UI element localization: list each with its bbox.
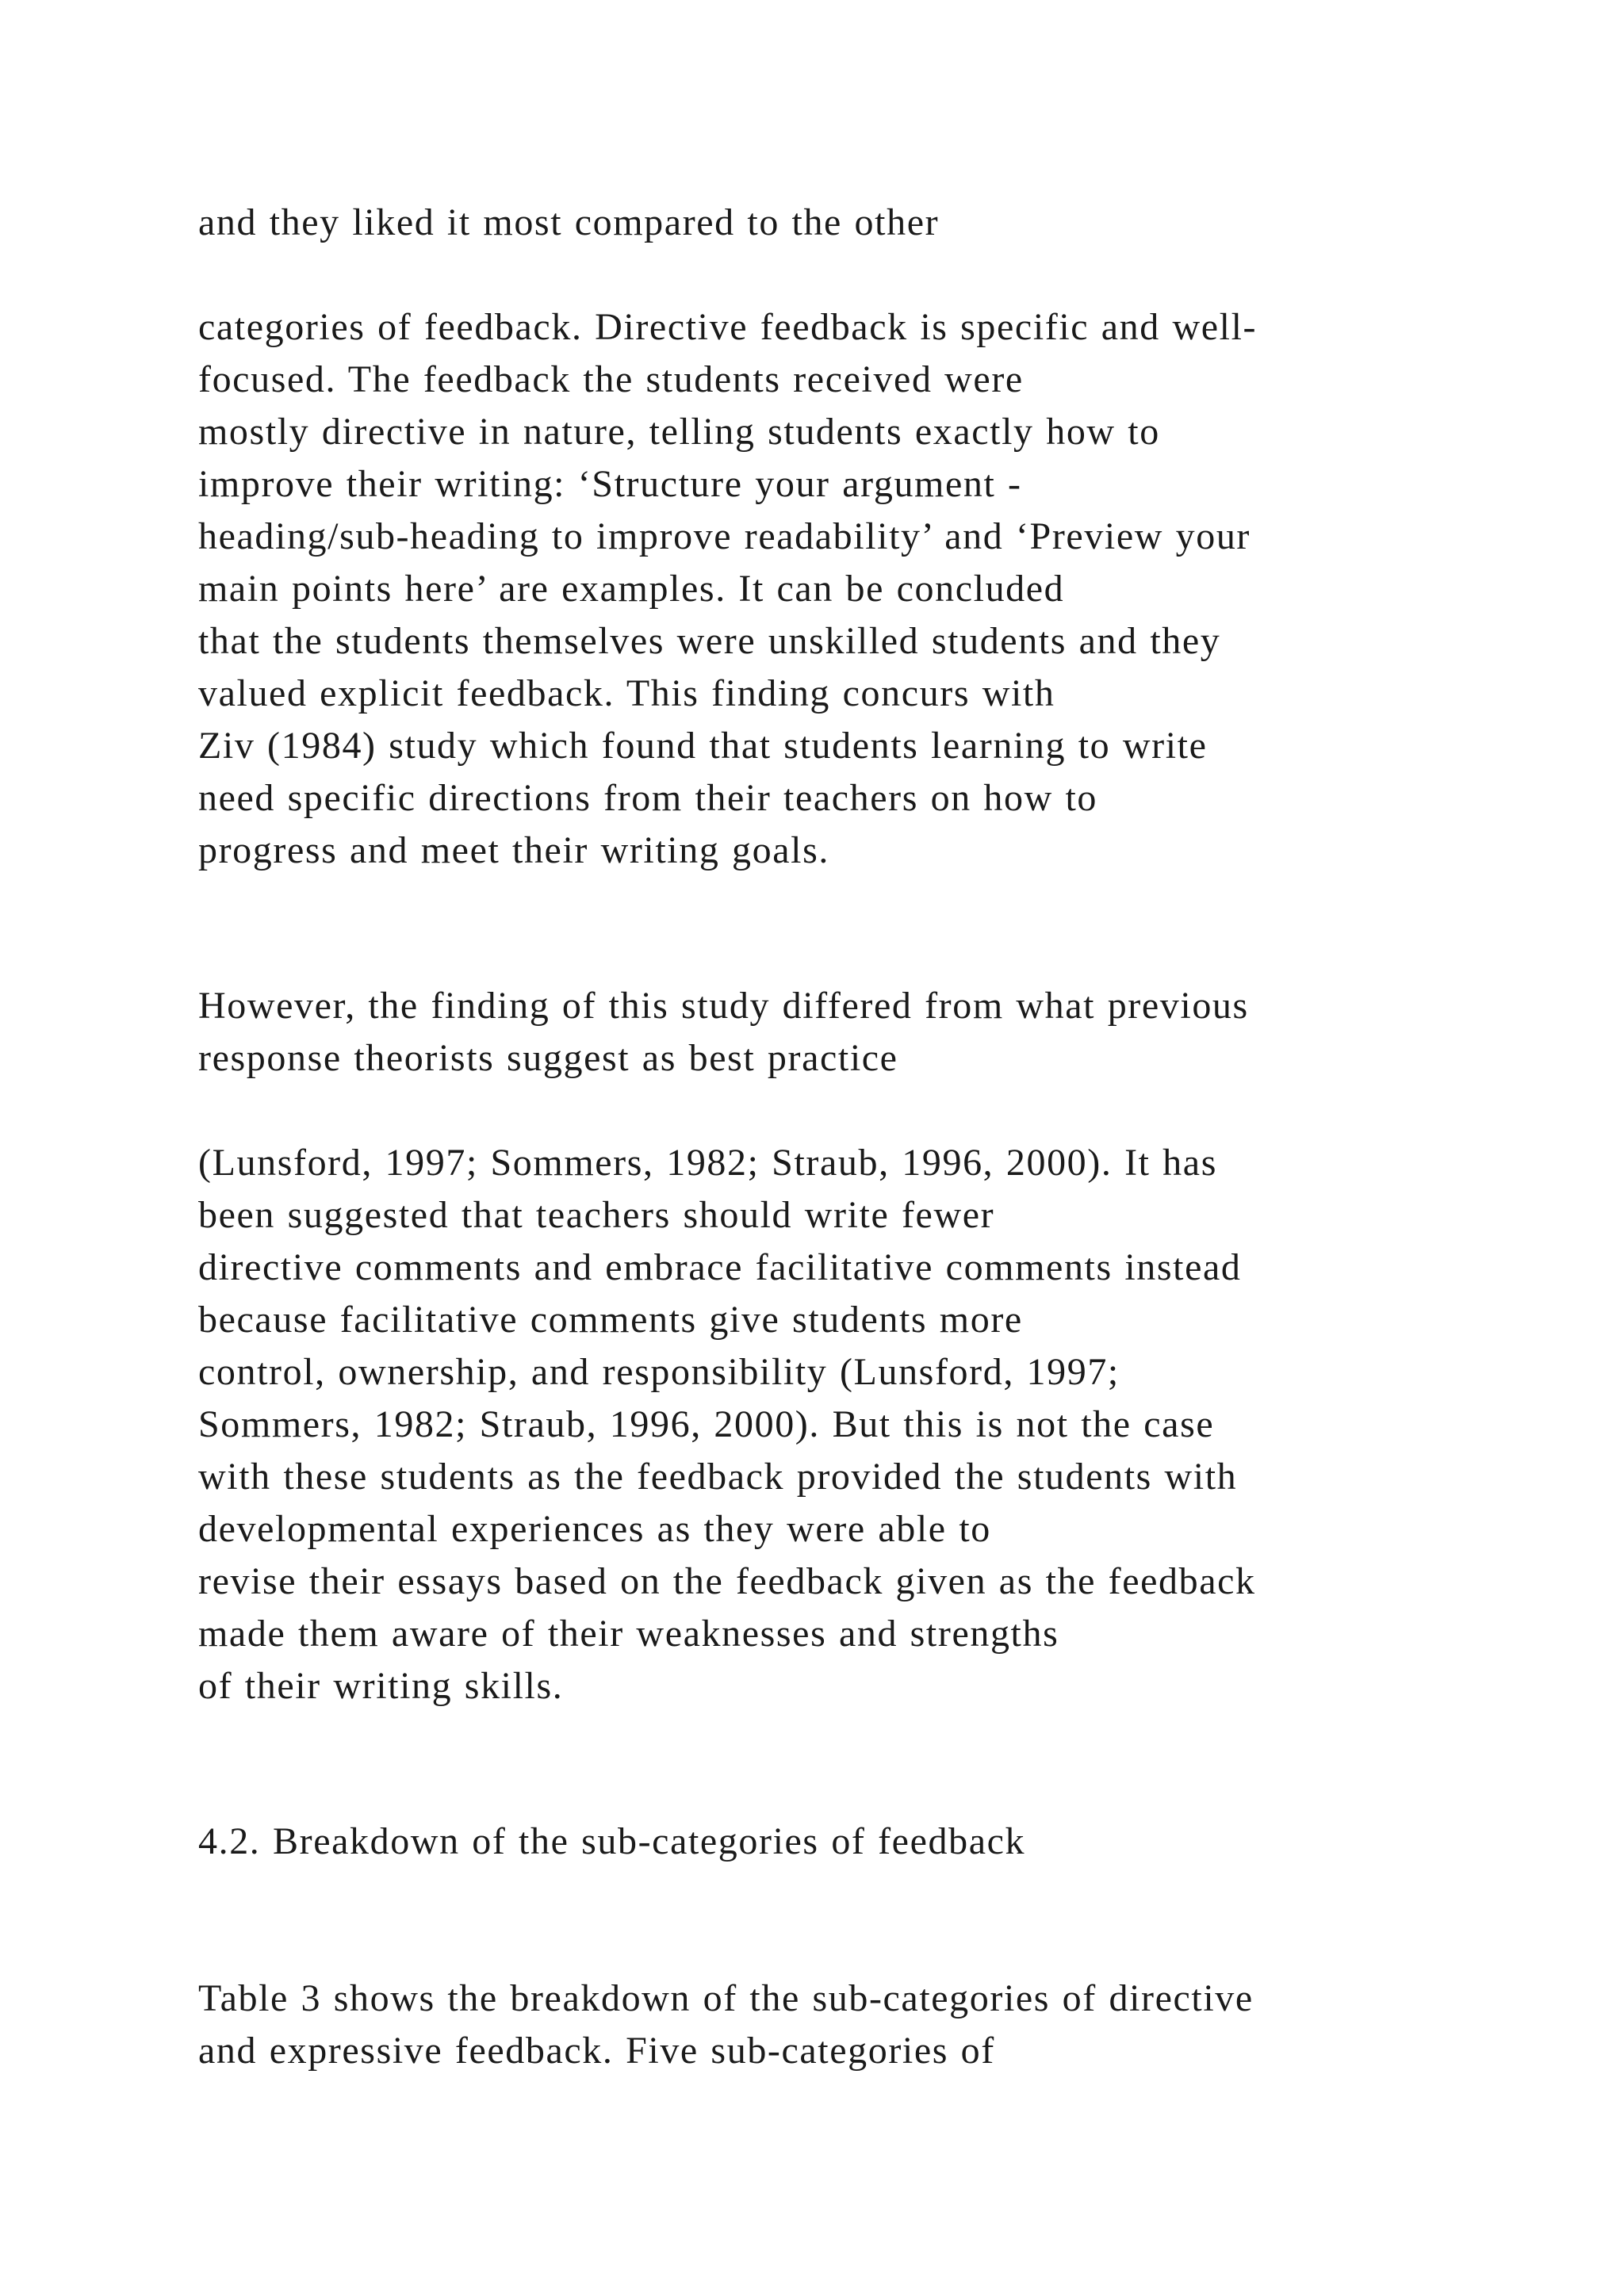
paragraph-directive-feedback xyxy=(198,301,1467,877)
text-line: that the students themselves were unskilled students and they xyxy=(198,620,1221,662)
text-line: because facilitative comments give students more xyxy=(198,1299,1023,1341)
text-line: with these students as the feedback provided the students with xyxy=(198,1456,1238,1498)
text-line: response theorists suggest as best practice xyxy=(198,1037,898,1079)
text-line: heading/sub-heading to improve readability’ and ‘Preview your xyxy=(198,515,1251,557)
text-line: categories of feedback. Directive feedback is specific and well- xyxy=(198,306,1258,348)
text-line: (Lunsford, 1997; Sommers, 1982; Straub, 1996, 2000). It has xyxy=(198,1142,1217,1184)
paragraph-table-3 xyxy=(198,1973,1467,2077)
section-heading xyxy=(198,1816,1467,1868)
text-line: made them aware of their weaknesses and strengths xyxy=(198,1613,1059,1655)
text-line: valued explicit feedback. This finding concurs with xyxy=(198,672,1055,714)
text-line: mostly directive in nature, telling students exactly how to xyxy=(198,411,1160,453)
text-line: and expressive feedback. Five sub-categories of xyxy=(198,2030,995,2072)
text-line: progress and meet their writing goals. xyxy=(198,829,829,871)
text-line: focused. The feedback the students received were xyxy=(198,358,1024,400)
text-line: revise their essays based on the feedback given as the feedback xyxy=(198,1560,1256,1602)
text-line: control, ownership, and responsibility (Lunsford, 1997; xyxy=(198,1351,1120,1393)
text-line: need specific directions from their teachers on how to xyxy=(198,777,1098,819)
text-line: Table 3 shows the breakdown of the sub-categories of directive xyxy=(198,1977,1254,2019)
text-line: and they liked it most compared to the other xyxy=(198,201,940,243)
text-line: of their writing skills. xyxy=(198,1665,564,1707)
text-line: directive comments and embrace facilitative comments instead xyxy=(198,1246,1242,1288)
paragraph-citations xyxy=(198,1137,1467,1712)
text-line: Ziv (1984) study which found that students learning to write xyxy=(198,725,1208,767)
text-line: improve their writing: ‘Structure your argument - xyxy=(198,463,1022,505)
text-line: been suggested that teachers should write fewer xyxy=(198,1194,995,1236)
text-line: However, the finding of this study differed from what previous xyxy=(198,985,1249,1027)
text-line: developmental experiences as they were able to xyxy=(198,1508,991,1550)
paragraph-fragment xyxy=(198,197,1467,249)
text-line: Sommers, 1982; Straub, 1996, 2000). But this is not the case xyxy=(198,1403,1215,1445)
paragraph-however xyxy=(198,980,1467,1085)
heading-text: 4.2. Breakdown of the sub-categories of feedback xyxy=(198,1820,1026,1862)
text-line: main points here’ are examples. It can be concluded xyxy=(198,568,1065,610)
